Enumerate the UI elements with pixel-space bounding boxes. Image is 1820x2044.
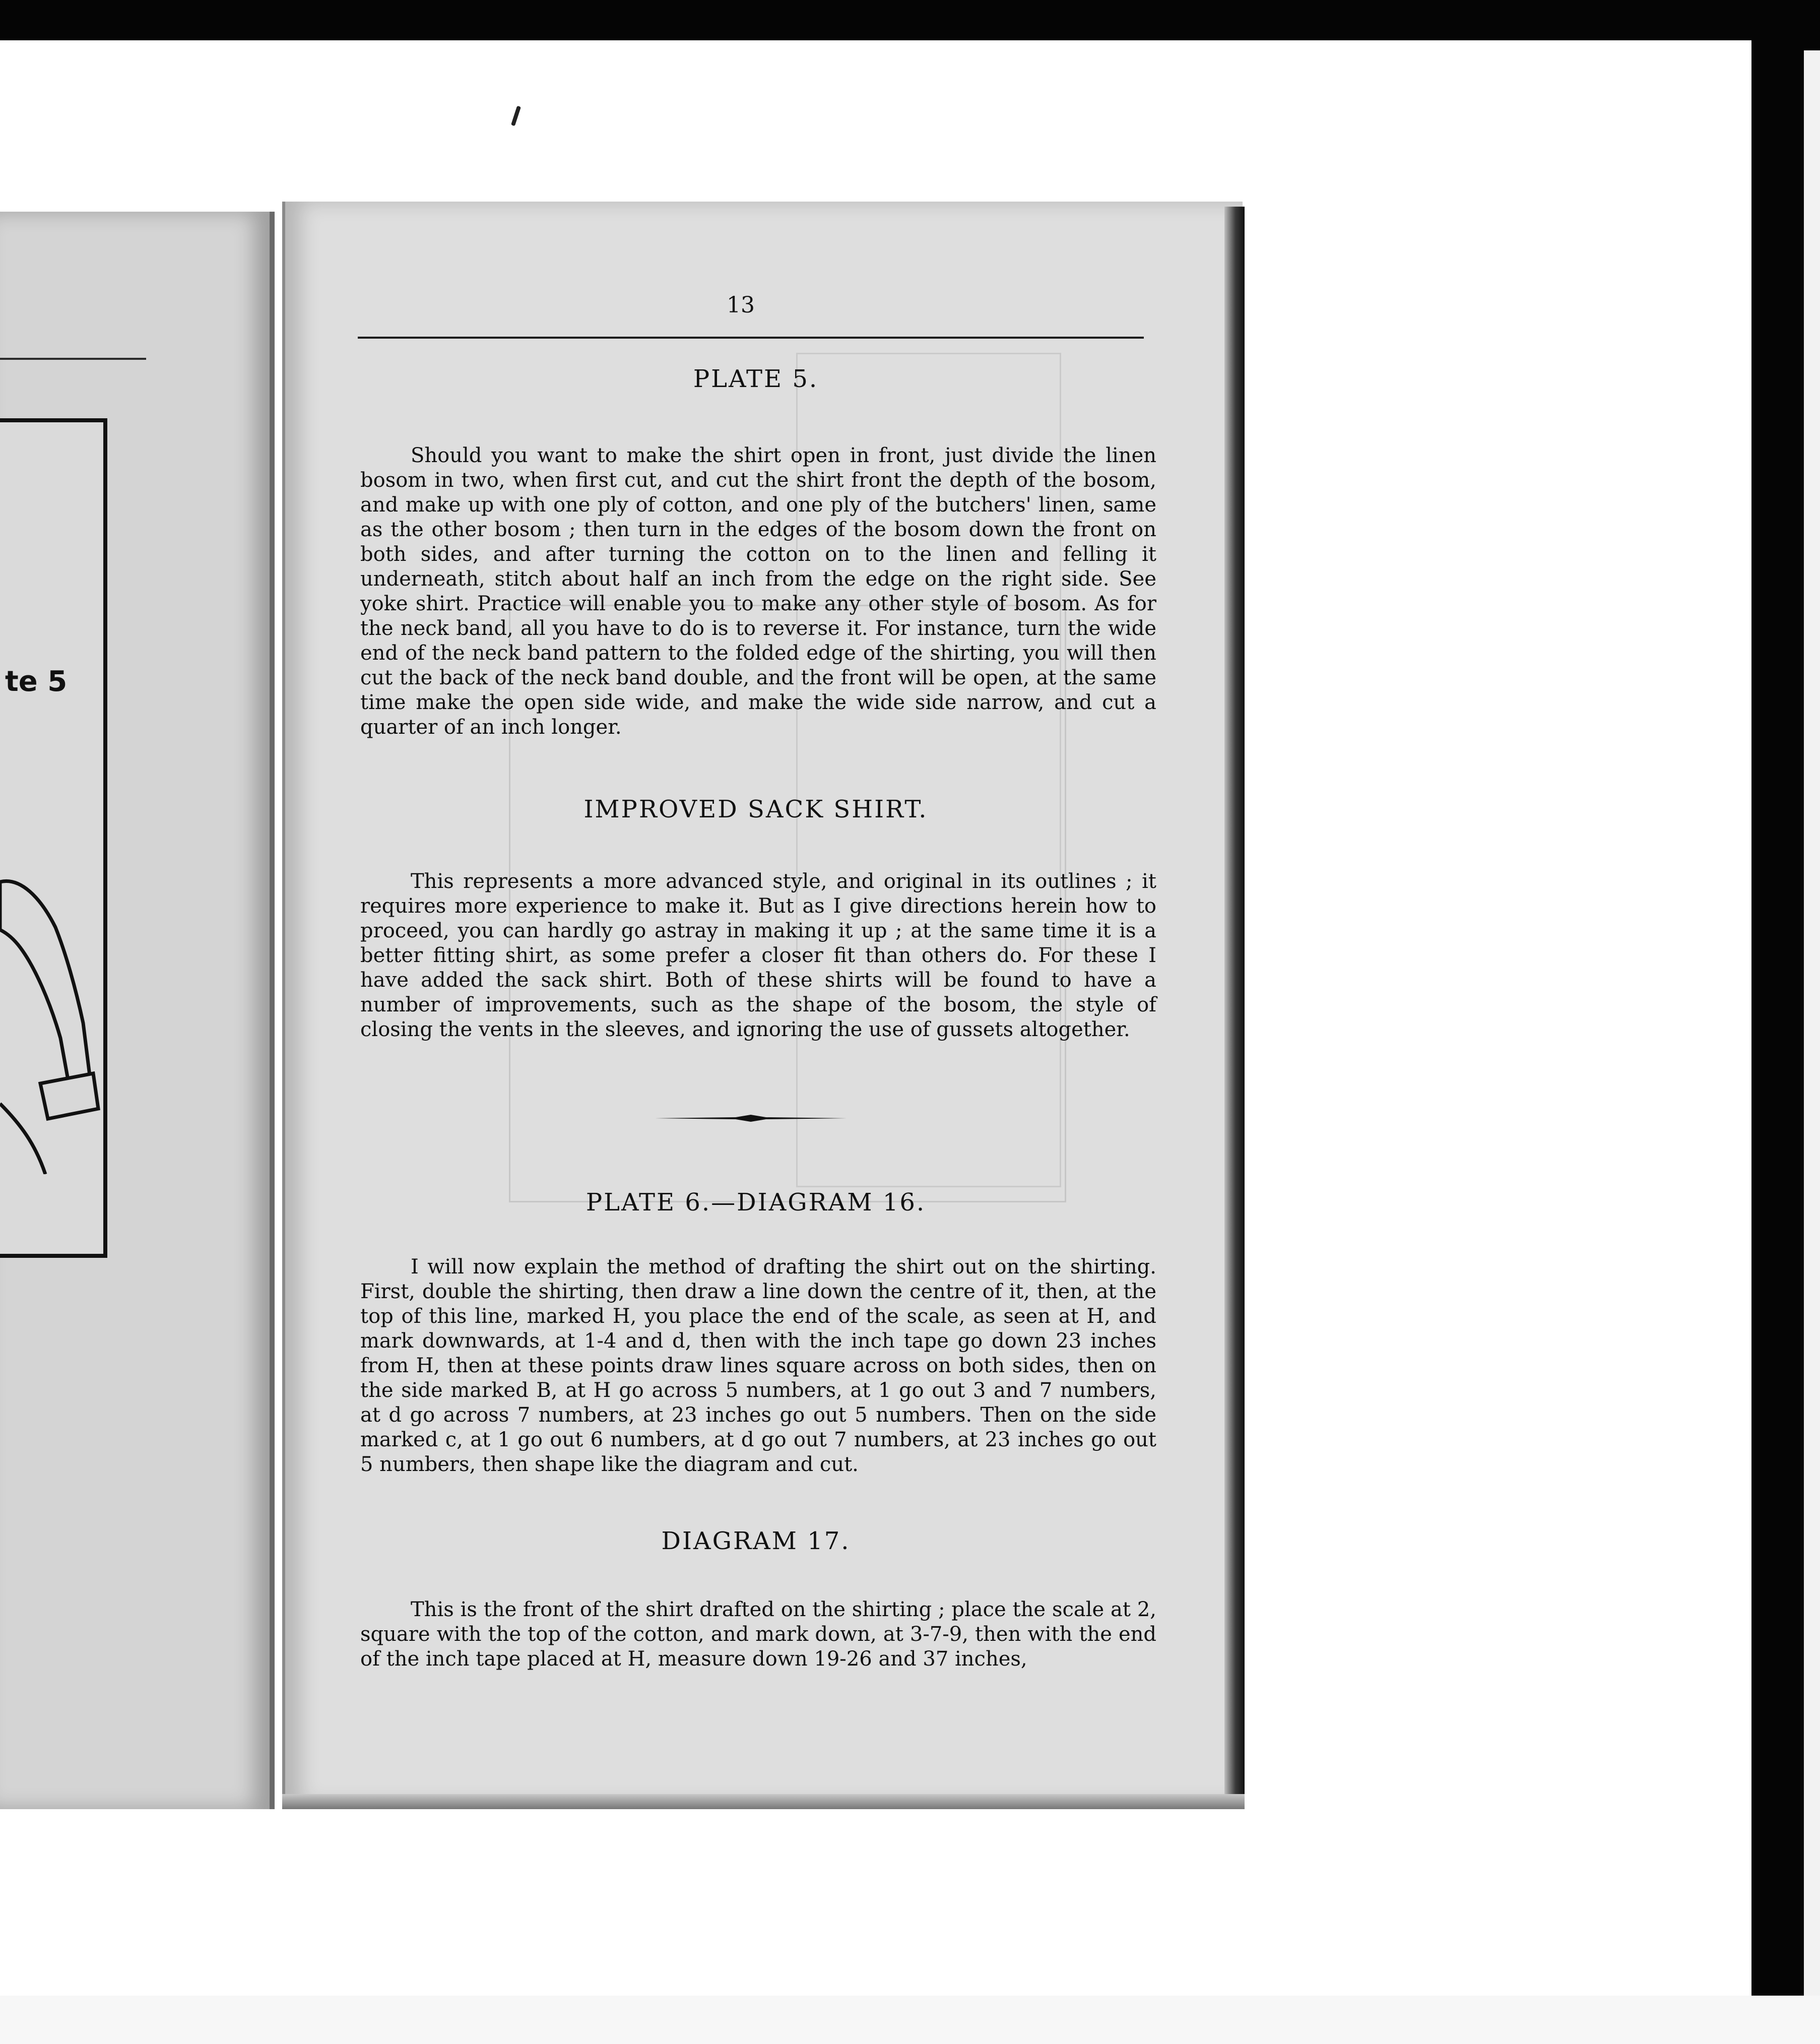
film-border-bottom <box>0 1996 1820 2044</box>
section-paragraph-plate-5: Should you want to make the shirt open in front, just divide the linen bosom in two, when first cut, and cut the shirt front the depth of the bosom, and make up with one ply of cotton, and one ply of the butchers' linen, same as the other bosom ; then turn in the edges of the bosom down the front on both sides, and after turning the cotton on to the linen and felling it underneath, stitch about half an inch from the edge on the right side. See yoke shirt. Practice will enable you to make any other style of bosom. As for the neck band, all you have to do is to reverse it. For instance, turn the wide end of the neck band pattern to the folded edge of the shirting, you will then cut the back of the neck band double, and the front will be open, at the same time make the open side wide, and make the wide side narrow, and cut a quarter of an inch longer. <box>360 444 1156 739</box>
page-edge <box>1224 207 1245 1804</box>
previous-page-ghost-text <box>108 514 259 1723</box>
section-heading-plate-5: PLATE 5. <box>693 365 819 393</box>
section-divider-ornament <box>655 1114 847 1123</box>
section-heading-plate-6: PLATE 6.—DIAGRAM 16. <box>586 1188 926 1217</box>
previous-page-rule <box>0 358 146 360</box>
section-paragraph-diagram-17: This is the front of the shirt drafted on the shirting ; place the scale at 2, square with the top of the cotton, and mark down, at 3-7-9, then with the end of the inch tape placed at H, measure down 19-26 and 37 inches, <box>360 1598 1156 1671</box>
section-paragraph-improved-sack-shirt: This represents a more advanced style, and original in its outlines ; it requires more experience to make it. But as I give directions herein how to proceed, you can hardly go astray in making it up ; at the same time it is a better fitting shirt, as some prefer a closer fit than others do. For these I have added the sack shirt. Both of these shirts will be found to have a number of improvements, such as the shape of the bosom, the style of closing the vents in the sleeves, and ignoring the use of gussets altogether. <box>360 870 1156 1041</box>
scan-mark <box>511 106 521 126</box>
section-heading-improved-sack-shirt: IMPROVED SACK SHIRT. <box>583 795 928 823</box>
film-border-top <box>0 0 1820 40</box>
page-number: 13 <box>727 292 755 318</box>
plate-illustration-label: te 5 <box>5 665 68 698</box>
section-heading-diagram-17: DIAGRAM 17. <box>661 1527 851 1555</box>
film-border-strip <box>1804 50 1820 2044</box>
section-paragraph-plate-6: I will now explain the method of drafting the shirt out on the shirting. First, double the shirting, then draw a line down the centre of it, then, at the top of this line, marked H, you place the end of the scale, as seen at H, and mark downwards, at 1-4 and d, then with the inch tape go down 23 inches from H, then at these points draw lines square across on both sides, then on the side marked B, at H go across 5 numbers, at 1 go out 3 and 7 numbers, at d go across 7 numbers, at 23 inches go out 5 numbers. Then on the side marked c, at 1 go out 6 numbers, at d go out 7 numbers, at 23 inches go out 5 numbers, then shape like the diagram and cut. <box>360 1255 1156 1476</box>
header-rule <box>358 337 1144 339</box>
shirt-sleeve-illustration <box>0 821 101 1174</box>
page-bottom-edge <box>282 1794 1245 1809</box>
